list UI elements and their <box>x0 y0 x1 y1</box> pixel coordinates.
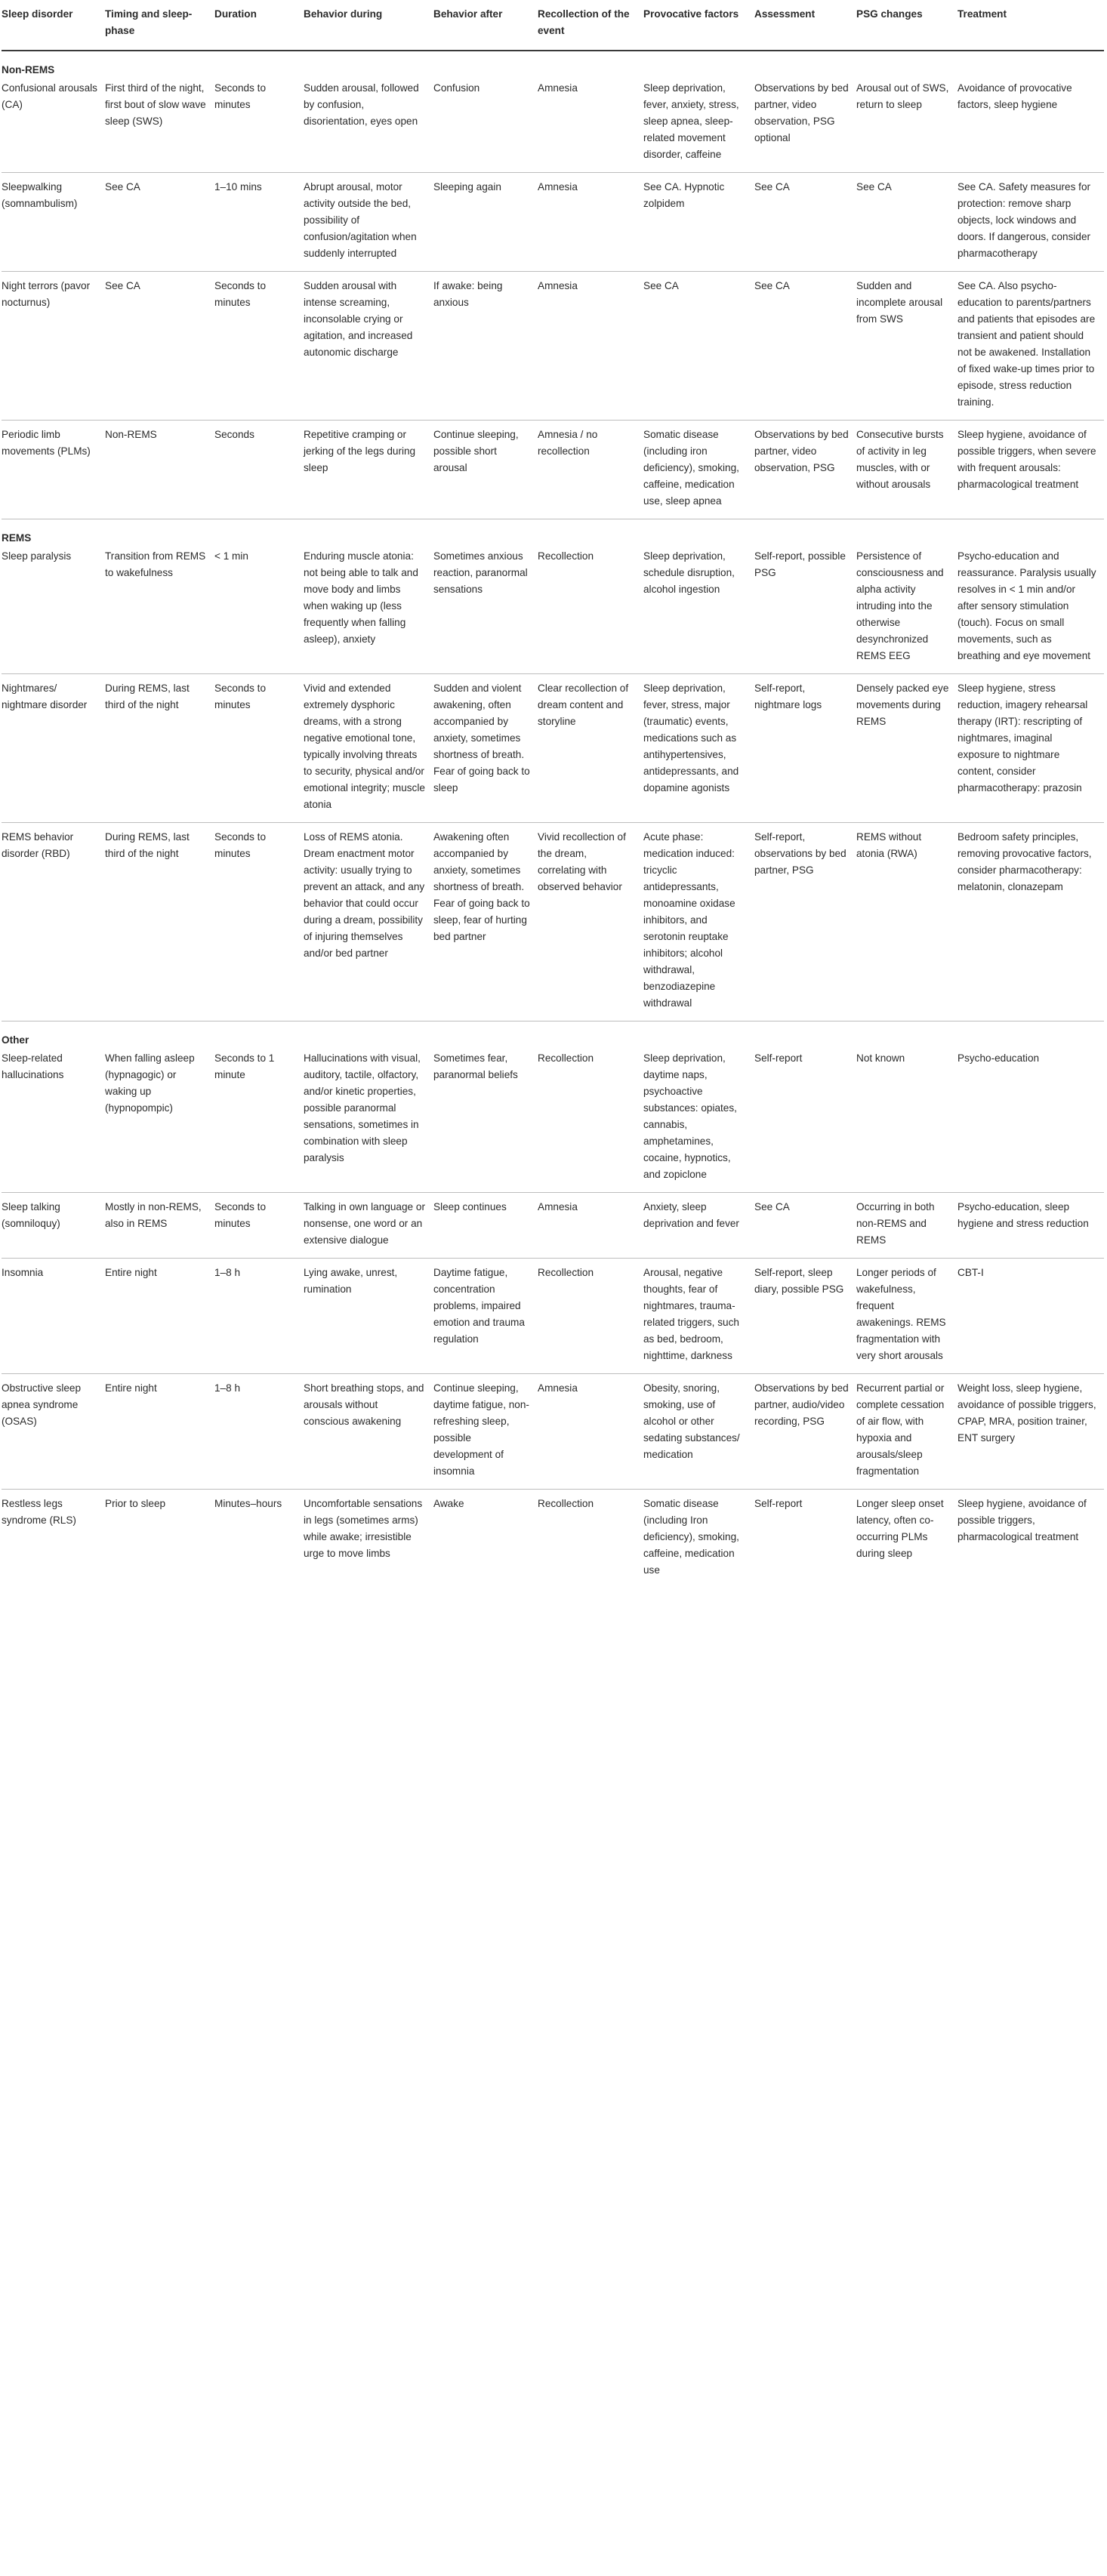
column-header: PSG changes <box>856 0 957 51</box>
table-cell: Psycho-education <box>957 1049 1104 1193</box>
table-cell: Arousal, negative thoughts, fear of nightmares, trauma-related triggers, such as bed, bedroom, nighttime, darkness <box>643 1259 754 1374</box>
table-cell: Sudden arousal, followed by confusion, disorientation, eyes open <box>304 79 433 173</box>
table-cell: Lying awake, unrest, rumination <box>304 1259 433 1374</box>
table-cell: Talking in own language or nonsense, one word or an extensive dialogue <box>304 1193 433 1259</box>
table-cell: Sometimes anxious reaction, paranormal sensations <box>433 547 538 674</box>
table-cell: When falling asleep (hypnagogic) or waking up (hypnopompic) <box>105 1049 214 1193</box>
table-cell: Somatic disease (including iron deficiency), smoking, caffeine, medication use, sleep apnea <box>643 421 754 519</box>
table-cell: Hallucinations with visual, auditory, tactile, olfactory, and/or kinetic properties, possible paranormal sensations, sometimes in combination with sleep paralysis <box>304 1049 433 1193</box>
section-row-spacer <box>754 1021 856 1049</box>
table-cell: Sudden arousal with intense screaming, inconsolable crying or agitation, and increased autonomic discharge <box>304 272 433 421</box>
table-cell: Awake <box>433 1498 464 1509</box>
table-cell: Recollection <box>538 1259 643 1374</box>
column-header: Recollection of the event <box>538 0 643 51</box>
table-cell: REMS without atonia (RWA) <box>856 823 957 1021</box>
table-cell: Sleep hygiene, avoidance of possible triggers, pharmacological treatment <box>957 1498 1087 1542</box>
table-row <box>2 1374 1104 1490</box>
section-row-spacer <box>856 1021 957 1049</box>
table-cell: REMS behavior disorder (RBD) <box>2 823 105 1021</box>
table-cell: Seconds to 1 minute <box>214 1049 304 1193</box>
table-cell: Recurrent partial or complete cessation of air flow, with hypoxia and arousals/sleep fragmentation <box>856 1374 957 1490</box>
table-cell: Clear recollection of dream content and storyline <box>538 674 643 823</box>
table-cell: Sleepwalking (somnambulism) <box>2 173 105 272</box>
table-cell: If awake: being anxious <box>433 272 538 421</box>
table-cell: Vivid recollection of the dream, correlating with observed behavior <box>538 823 643 1021</box>
table-cell: Self-report <box>754 1049 856 1193</box>
table-cell: Amnesia / no recollection <box>538 421 643 519</box>
table-cell: Confusion <box>433 79 538 173</box>
column-header: Assessment <box>754 0 856 51</box>
table-cell: Arousal out of SWS, return to sleep <box>856 79 957 173</box>
section-row-spacer <box>433 519 538 547</box>
table-cell: Prior to sleep <box>105 1498 166 1509</box>
section-row-spacer <box>538 1021 643 1049</box>
table-row <box>2 547 1104 674</box>
column-header: Behavior after <box>433 0 538 51</box>
table-cell: Sleep deprivation, fever, anxiety, stress, sleep apnea, sleep-related movement disorder, caffeine <box>643 79 754 173</box>
table-cell: Abrupt arousal, motor activity outside the bed, possibility of confusion/agitation when suddenly interrupted <box>304 173 433 272</box>
table-cell: See CA <box>754 173 856 272</box>
table-cell: See CA. Hypnotic zolpidem <box>643 173 754 272</box>
column-header: Treatment <box>957 0 1104 51</box>
table-row <box>2 674 1104 823</box>
table-cell: Amnesia <box>538 272 643 421</box>
table-cell: Confusional arousals (CA) <box>2 79 105 173</box>
section-row <box>2 1021 1104 1049</box>
table-cell: Amnesia <box>538 1193 643 1259</box>
table-row <box>2 1259 1104 1374</box>
table-cell: During REMS, last third of the night <box>105 674 214 823</box>
table-cell: Sometimes fear, paranormal beliefs <box>433 1049 538 1193</box>
section-row-spacer <box>105 519 214 547</box>
table-cell: Bedroom safety principles, removing provocative factors, consider pharmacotherapy: melatonin, clonazepam <box>957 823 1104 1021</box>
table-row <box>2 272 1104 421</box>
table-cell: Entire night <box>105 1374 214 1490</box>
table-cell: Short breathing stops, and arousals without conscious awakening <box>304 1374 433 1490</box>
section-row-spacer <box>957 1021 1104 1049</box>
section-row-spacer <box>214 51 304 79</box>
table-cell: Longer periods of wakefulness, frequent awakenings. REMS fragmentation with very short arousals <box>856 1259 957 1374</box>
table-cell: Sleep talking (somniloquy) <box>2 1193 105 1259</box>
sleep-disorders-table <box>2 0 1104 1588</box>
table-cell: See CA <box>754 1193 856 1259</box>
table-cell: Loss of REMS atonia. Dream enactment motor activity: usually trying to prevent an attack, and any behavior that could occur during a dream, possibility of injuring themselves and/or bed partner <box>304 823 433 1021</box>
section-row <box>2 519 1104 547</box>
table-cell: Periodic limb movements (PLMs) <box>2 421 105 519</box>
table-cell: Sleep continues <box>433 1193 538 1259</box>
table-cell: Observations by bed partner, audio/video recording, PSG <box>754 1374 856 1490</box>
table-cell: Sleeping again <box>433 173 538 272</box>
table-cell: Recollection <box>538 1498 594 1509</box>
section-row-spacer <box>304 519 433 547</box>
section-row-spacer <box>957 519 1104 547</box>
table-cell: Sleep hygiene, avoidance of possible triggers, when severe with frequent arousals: pharmacological treatment <box>957 421 1104 519</box>
table-cell: Vivid and extended extremely dysphoric dreams, with a strong negative emotional tone, typically involving threats to security, physical and/or emotional integrity; muscle atonia <box>304 674 433 823</box>
table-cell: Obesity, snoring, smoking, use of alcohol or other sedating substances/ medication <box>643 1374 754 1490</box>
table-cell: Nightmares/ nightmare disorder <box>2 674 105 823</box>
table-cell: Sleep-related hallucinations <box>2 1049 105 1193</box>
table-cell: Obstructive sleep apnea syndrome (OSAS) <box>2 1374 105 1490</box>
table-cell: See CA. Also psycho-education to parents/partners and patients that episodes are transient and patient should not be awakened. Installation of fixed wake-up times prior to episode, stress reduction training. <box>957 272 1104 421</box>
table-cell: Self-report, possible PSG <box>754 547 856 674</box>
table-cell: 1–8 h <box>214 1374 304 1490</box>
section-row-spacer <box>856 519 957 547</box>
table-cell: Self-report <box>754 1498 803 1509</box>
section-row-spacer <box>538 519 643 547</box>
table-cell: Occurring in both non-REMS and REMS <box>856 1193 957 1259</box>
section-row-spacer <box>754 519 856 547</box>
table-cell: Daytime fatigue, concentration problems, impaired emotion and trauma regulation <box>433 1259 538 1374</box>
section-row <box>2 51 1104 79</box>
table-cell: Seconds <box>214 421 304 519</box>
section-row-spacer <box>643 51 754 79</box>
table-cell: Seconds to minutes <box>214 1193 304 1259</box>
section-row-spacer <box>105 1021 214 1049</box>
table-cell: Consecutive bursts of activity in leg muscles, with or without arousals <box>856 421 957 519</box>
table-cell: Minutes–hours <box>214 1498 282 1509</box>
table-row <box>2 823 1104 1021</box>
table-row <box>2 1490 1104 1588</box>
column-header: Provocative factors <box>643 0 754 51</box>
table-cell: Not known <box>856 1049 957 1193</box>
section-row-spacer <box>538 51 643 79</box>
table-cell: Self-report, nightmare logs <box>754 674 856 823</box>
table-cell: Self-report, sleep diary, possible PSG <box>754 1259 856 1374</box>
table-cell: See CA <box>856 173 957 272</box>
table-cell: Longer sleep onset latency, often co-occurring PLMs during sleep <box>856 1498 944 1559</box>
table-cell: Night terrors (pavor nocturnus) <box>2 272 105 421</box>
table-cell: Amnesia <box>538 1374 643 1490</box>
table-cell: See CA. Safety measures for protection: remove sharp objects, lock windows and doors. If dangerous, consider pharmacotherapy <box>957 173 1104 272</box>
table-body <box>2 51 1104 1588</box>
section-row-spacer <box>214 1021 304 1049</box>
section-row-spacer <box>957 51 1104 79</box>
section-row-spacer <box>643 1021 754 1049</box>
table-cell: Uncomfortable sensations in legs (sometimes arms) while awake; irresistible urge to move limbs <box>304 1498 423 1559</box>
section-row-spacer <box>304 51 433 79</box>
table-cell: Non-REMS <box>105 421 214 519</box>
table-cell: Seconds to minutes <box>214 823 304 1021</box>
table-cell: First third of the night, first bout of slow wave sleep (SWS) <box>105 79 214 173</box>
table-cell: Continue sleeping, possible short arousal <box>433 421 538 519</box>
table-cell: Sleep deprivation, daytime naps, psychoactive substances: opiates, cannabis, amphetamines, cocaine, hypnotics, and zopiclone <box>643 1049 754 1193</box>
table-cell: During REMS, last third of the night <box>105 823 214 1021</box>
table-cell: Continue sleeping, daytime fatigue, non-refreshing sleep, possible development of insomnia <box>433 1374 538 1490</box>
table-cell: Avoidance of provocative factors, sleep hygiene <box>957 79 1104 173</box>
table-cell: Sleep deprivation, schedule disruption, alcohol ingestion <box>643 547 754 674</box>
table-cell: Seconds to minutes <box>214 674 304 823</box>
table-cell: Amnesia <box>538 79 643 173</box>
table-row <box>2 173 1104 272</box>
table-cell: Repetitive cramping or jerking of the legs during sleep <box>304 421 433 519</box>
table-cell: Seconds to minutes <box>214 272 304 421</box>
table-cell: Recollection <box>538 547 643 674</box>
table-cell: Sleep hygiene, stress reduction, imagery rehearsal therapy (IRT): rescripting of nightmares, imaginal exposure to nightmare content, consider pharmacotherapy: prazosin <box>957 674 1104 823</box>
table-cell: Self-report, observations by bed partner, PSG <box>754 823 856 1021</box>
section-row-spacer <box>433 1021 538 1049</box>
table-cell: CBT-I <box>957 1259 1104 1374</box>
table-cell: Restless legs syndrome (RLS) <box>2 1498 76 1526</box>
table-cell: See CA <box>105 173 214 272</box>
table-cell: Persistence of consciousness and alpha activity intruding into the otherwise desynchronized REMS EEG <box>856 547 957 674</box>
table-header-row <box>2 0 1104 51</box>
table-cell: See CA <box>105 272 214 421</box>
table-cell: Entire night <box>105 1259 214 1374</box>
table-cell: Seconds to minutes <box>214 79 304 173</box>
table-cell: Weight loss, sleep hygiene, avoidance of possible triggers, CPAP, MRA, position trainer, ENT surgery <box>957 1374 1104 1490</box>
section-row-spacer <box>643 519 754 547</box>
table-cell: Somatic disease (including Iron deficiency), smoking, caffeine, medication use <box>643 1498 739 1576</box>
table-cell: Awakening often accompanied by anxiety, sometimes shortness of breath. Fear of going back to sleep, fear of hurting bed partner <box>433 823 538 1021</box>
table-cell: See CA <box>643 272 754 421</box>
table-cell: 1–10 mins <box>214 173 304 272</box>
section-row-spacer <box>856 51 957 79</box>
section-row-spacer <box>304 1021 433 1049</box>
table-cell: Insomnia <box>2 1259 105 1374</box>
section-row-spacer <box>105 51 214 79</box>
table-cell: Sudden and violent awakening, often accompanied by anxiety, sometimes shortness of breath. Fear of going back to sleep <box>433 674 538 823</box>
table-cell: < 1 min <box>214 547 304 674</box>
table-row <box>2 1193 1104 1259</box>
table-cell: Amnesia <box>538 173 643 272</box>
table-cell: Sudden and incomplete arousal from SWS <box>856 272 957 421</box>
table-cell: Psycho-education and reassurance. Paralysis usually resolves in < 1 min and/or after sensory stimulation (touch). Focus on small movements, such as breathing and eye movement <box>957 547 1104 674</box>
table-cell: Mostly in non-REMS, also in REMS <box>105 1193 214 1259</box>
section-row-spacer <box>433 51 538 79</box>
table-cell: Anxiety, sleep deprivation and fever <box>643 1193 754 1259</box>
table-cell: Observations by bed partner, video observation, PSG <box>754 421 856 519</box>
table-row <box>2 79 1104 173</box>
table-cell: Enduring muscle atonia: not being able to talk and move body and limbs when waking up (less frequently when falling asleep), anxiety <box>304 547 433 674</box>
section-row-spacer <box>754 51 856 79</box>
table-cell: Psycho-education, sleep hygiene and stress reduction <box>957 1193 1104 1259</box>
table-row <box>2 421 1104 519</box>
table-row <box>2 1049 1104 1193</box>
column-header: Sleep disorder <box>2 0 105 51</box>
table-cell: Sleep paralysis <box>2 547 105 674</box>
section-title: Non-REMS <box>2 64 55 75</box>
table-cell: Observations by bed partner, video observation, PSG optional <box>754 79 856 173</box>
column-header: Behavior during <box>304 0 433 51</box>
column-header: Duration <box>214 0 304 51</box>
table-cell: Acute phase: medication induced: tricyclic antidepressants, monoamine oxidase inhibitors, and serotonin reuptake inhibitors; alcohol withdrawal, benzodiazepine withdrawal <box>643 823 754 1021</box>
column-header: Timing and sleep-phase <box>105 0 214 51</box>
section-title: Other <box>2 1034 29 1046</box>
table-cell: Sleep deprivation, fever, stress, major (traumatic) events, medications such as antihypertensives, antidepressants, and dopamine agonists <box>643 674 754 823</box>
section-title: REMS <box>2 532 32 544</box>
table-cell: Recollection <box>538 1049 643 1193</box>
table-cell: Transition from REMS to wakefulness <box>105 547 214 674</box>
section-row-spacer <box>214 519 304 547</box>
table-cell: 1–8 h <box>214 1259 304 1374</box>
table-cell: Densely packed eye movements during REMS <box>856 674 957 823</box>
table-cell: See CA <box>754 272 856 421</box>
